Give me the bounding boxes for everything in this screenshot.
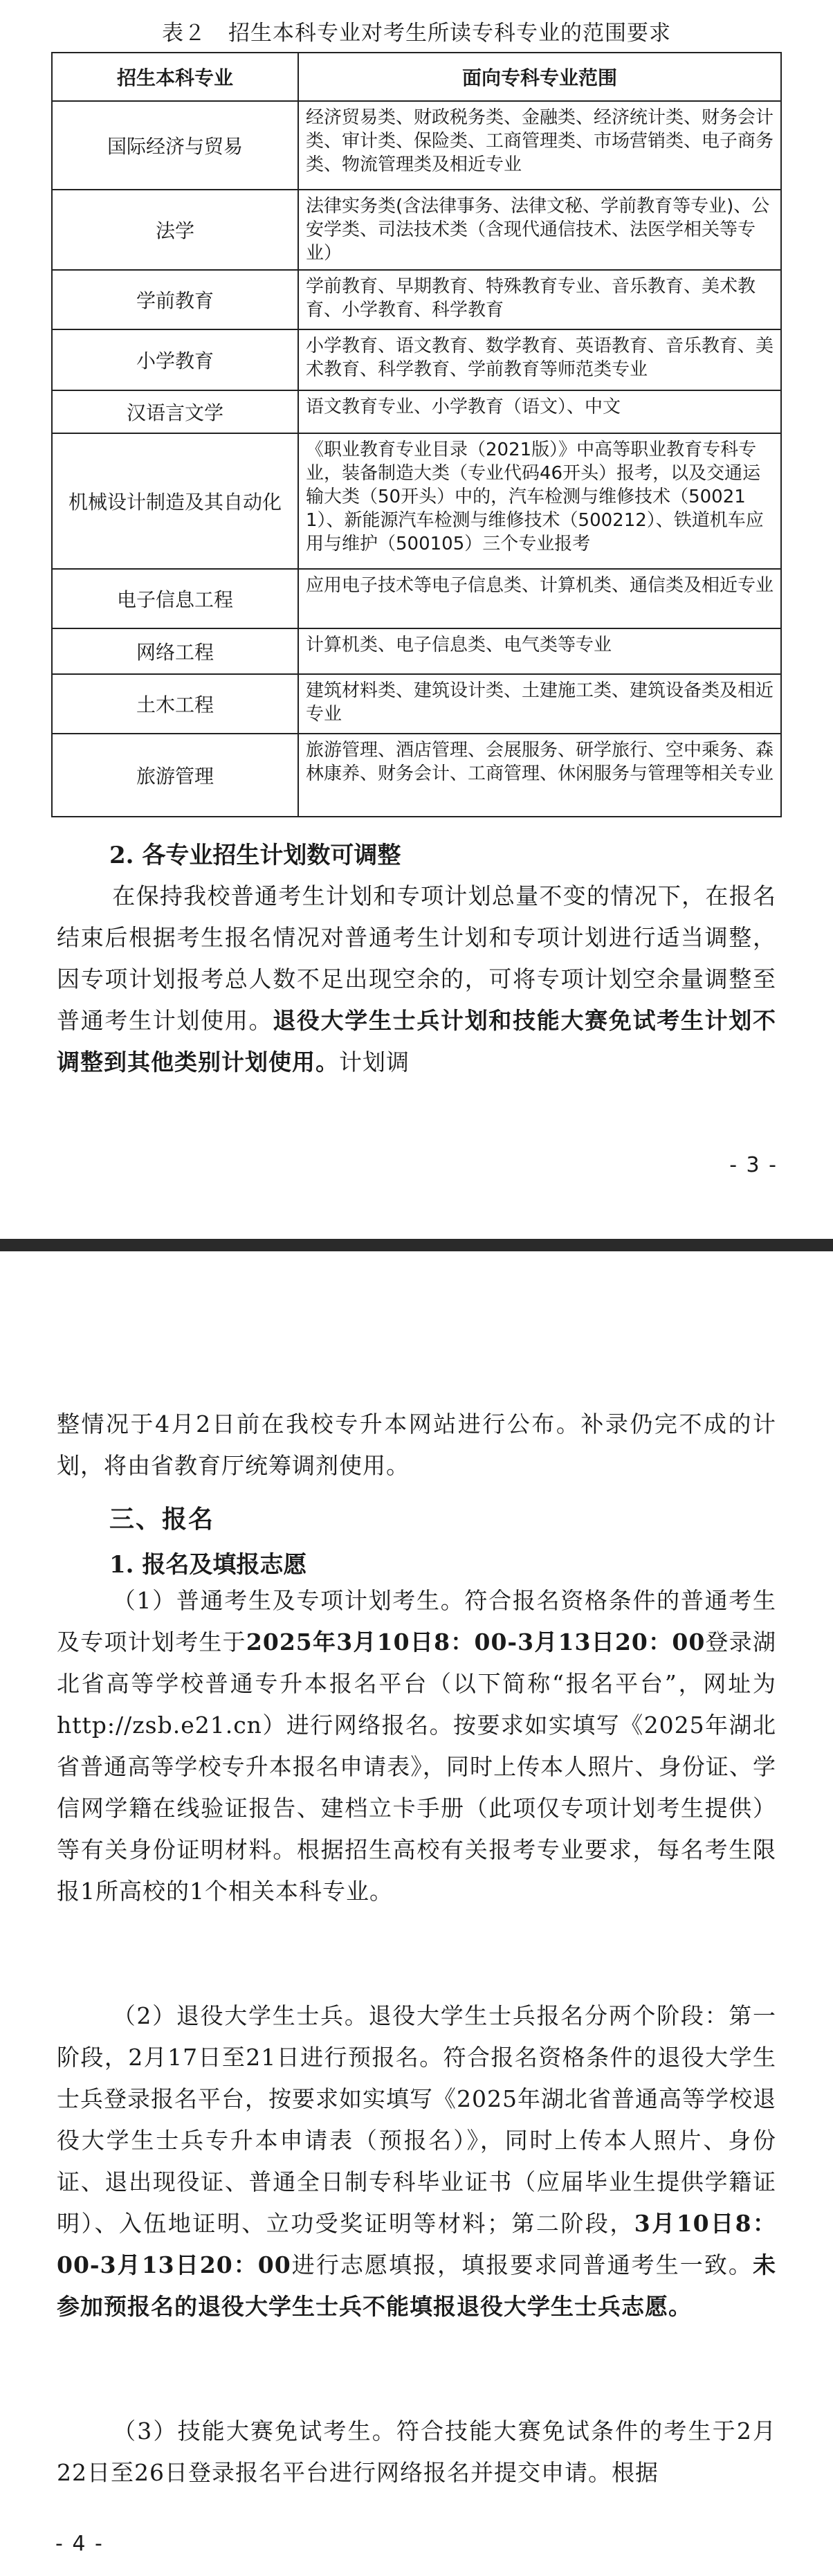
page-separator (0, 1239, 833, 1251)
table-row (52, 270, 781, 329)
section-heading-registration: 三、报名 (109, 1505, 215, 1534)
major-name-cell: 机械设计制造及其自动化 (52, 433, 298, 569)
major-range-cell: 经济贸易类、财政税务类、金融类、经济统计类、财务会计类、审计类、保险类、工商管理类、市场营销类、电子商务类、物流管理类及相近专业 (298, 101, 781, 190)
major-name-cell: 土木工程 (52, 674, 298, 734)
page-number: - 4 - (55, 2532, 104, 2556)
paragraph-skills-contest (57, 2411, 776, 2494)
major-range-table (51, 52, 782, 817)
table-row (52, 628, 781, 674)
major-range-cell: 语文教育专业、小学教育（语文）、中文 (298, 390, 781, 433)
major-range-cell: 《职业教育专业目录（2021版）》中高等职业教育专科专业，装备制造大类（专业代码46开头）报考，以及交通运输大类（50开头）中的，汽车检测与维修技术（500211）、新能源汽车检测与维修技术（500212）、铁道机车应用与维护（500105）三个专业报考 (298, 433, 781, 569)
major-name-cell: 法学 (52, 190, 298, 270)
column-header-major: 招生本科专业 (52, 53, 298, 101)
major-range-cell: 应用电子技术等电子信息类、计算机类、通信类及相近专业 (298, 569, 781, 628)
paragraph-bold-text: 退役大学生士兵计划和技能大赛免试考生计划不调整到其他类别计划使用。 (57, 1007, 777, 1076)
table-row (52, 329, 781, 390)
table-row (52, 674, 781, 734)
major-name-cell: 旅游管理 (52, 734, 298, 817)
major-range-cell: 旅游管理、酒店管理、会展服务、研学旅行、空中乘务、森林康养、财务会计、工商管理、休闲服务与管理等相关专业 (298, 734, 781, 817)
table-header-row (52, 53, 781, 101)
table-row (52, 433, 781, 569)
paragraph-text: （2）退役大学生士兵。退役大学生士兵报名分两个阶段：第一阶段，2月17日至21日进行预报名。符合报名资格条件的退役大学生士兵登录报名平台，按要求如实填写《2025年湖北省普通高等学校退役大学生士兵专升本申请表（预报名）》，同时上传本人照片、身份证、退出现役证、普通全日制专科毕业证书（应届毕业生提供学籍证明）、入伍地证明、立功受奖证明等材料；第二阶段， (57, 2002, 776, 2237)
major-name-cell: 小学教育 (52, 329, 298, 390)
paragraph-text: 进行志愿填报，填报要求同普通考生一致。 (291, 2251, 753, 2278)
paragraph-regular-candidates (57, 1580, 776, 1912)
table-row (52, 101, 781, 190)
table-caption: 表２ 招生本科专业对考生所读专科专业的范围要求 (162, 21, 671, 46)
document-page-4 (0, 1251, 833, 2576)
paragraph-veteran-candidates (57, 1995, 776, 2328)
major-range-cell: 法律实务类(含法律事务、法律文秘、学前教育等专业)、公安学类、司法技术类（含现代通信技术、法医学相关等专业） (298, 190, 781, 270)
column-header-range: 面向专科专业范围 (298, 53, 781, 101)
table-row (52, 390, 781, 433)
page-number: - 3 - (729, 1153, 778, 1177)
major-name-cell: 国际经济与贸易 (52, 101, 298, 190)
subsection-heading-registration: 1. 报名及填报志愿 (109, 1551, 307, 1579)
major-name-cell: 学前教育 (52, 270, 298, 329)
paragraph-text: （1）普通考生及专项计划考生。符合报名资格条件的普通考生及专项计划考生于 (57, 1587, 776, 1656)
table-row (52, 734, 781, 817)
major-range-cell: 建筑材料类、建筑设计类、土建施工类、建筑设备类及相近专业 (298, 674, 781, 734)
section-heading-plan-adjust: 2. 各专业招生计划数可调整 (109, 842, 401, 869)
paragraph-text: 计划调 (339, 1049, 410, 1076)
paragraph-text: （3）技能大赛免试考生。符合技能大赛免试条件的考生于2月22日至26日登录报名平台进行网络报名并提交申请。根据 (57, 2418, 776, 2486)
major-range-cell: 计算机类、电子信息类、电气类等专业 (298, 628, 781, 674)
major-range-cell: 学前教育、早期教育、特殊教育专业、音乐教育、美术教育、小学教育、科学教育 (298, 270, 781, 329)
paragraph-text: 登录湖北省高等学校普通专升本报名平台（以下简称“报名平台”，网址为http://zsb.e21.cn）进行网络报名。按要求如实填写《2025年湖北省普通高等学校专升本报名申请表》，同时上传本人照片、身份证、学信网学籍在线验证报告、建档立卡手册（此项仅专项计划考生提供）等有关身份证明材料。根据招生高校有关报考专业要求，每名考生限报1所高校的1个相关本科专业。 (57, 1629, 776, 1905)
major-name-cell: 汉语言文学 (52, 390, 298, 433)
document-page-3 (0, 0, 833, 1239)
table-row (52, 569, 781, 628)
major-name-cell: 网络工程 (52, 628, 298, 674)
major-range-cell: 小学教育、语文教育、数学教育、英语教育、音乐教育、美术教育、科学教育、学前教育等师范类专业 (298, 329, 781, 390)
paragraph-bold-text: 未参加预报名的退役大学生士兵不能填报退役大学生士兵志愿。 (57, 2251, 776, 2320)
major-name-cell: 电子信息工程 (52, 569, 298, 628)
paragraph-plan-adjust (57, 876, 776, 1083)
paragraph-continuation: 整情况于4月2日前在我校专升本网站进行公布。补录仍完不成的计划，将由省教育厅统筹调剂使用。 (57, 1411, 776, 1479)
paragraph-bold-text: 2025年3月10日8：00-3月13日20：00 (246, 1629, 706, 1656)
table-row (52, 190, 781, 270)
paragraph-bold-text: 3月10日8：00-3月13日20：00 (57, 2210, 776, 2278)
paragraph-text: 在保持我校普通考生计划和专项计划总量不变的情况下，在报名结束后根据考生报名情况对普通考生计划和专项计划进行适当调整，因专项计划报考总人数不足出现空余的，可将专项计划空余量调整至普通考生计划使用。 (57, 882, 776, 1034)
